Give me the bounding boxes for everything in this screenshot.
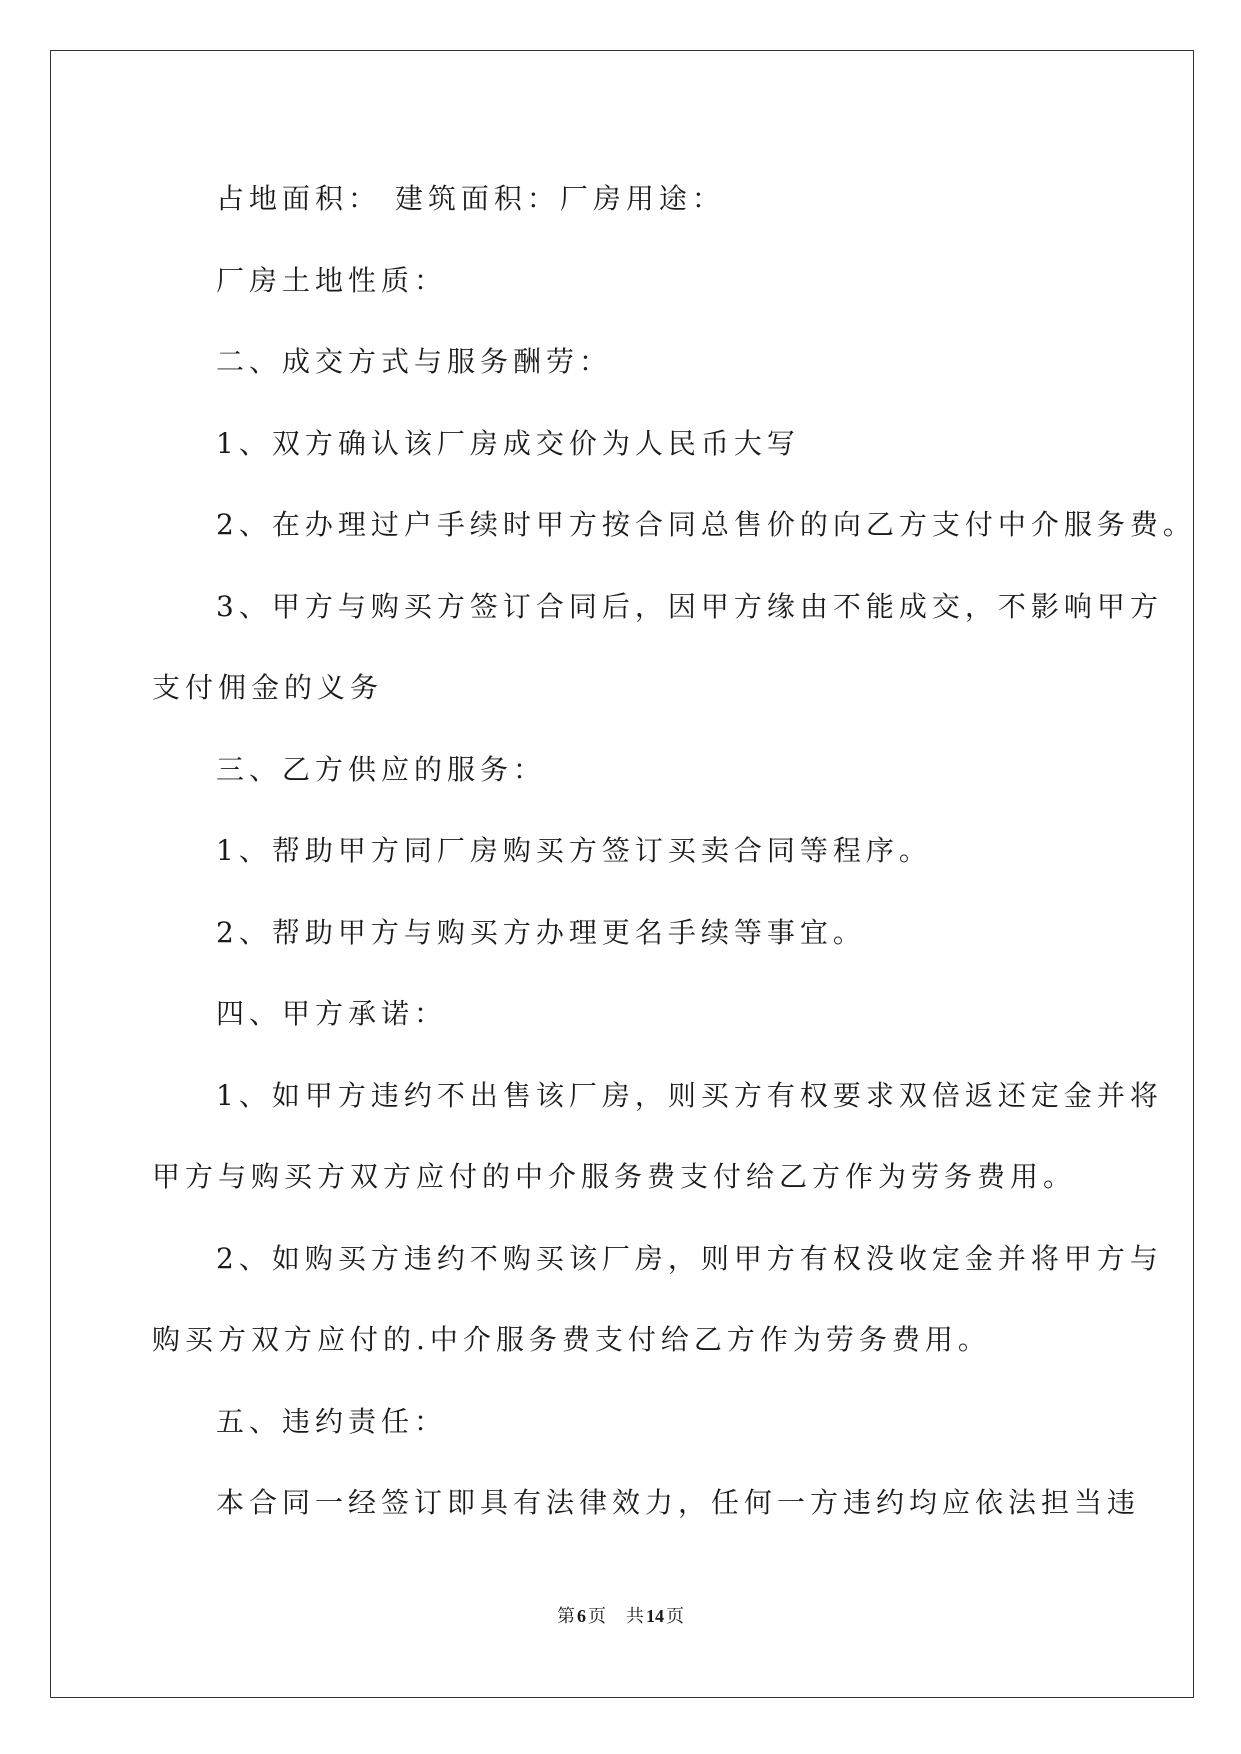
- paragraph-line: 2、如购买方违约不购买该厂房，则甲方有权没收定金并将甲方与: [216, 1241, 1163, 1275]
- paragraph-line: 2、帮助甲方与购买方办理更名手续等事宜。: [216, 915, 866, 949]
- paragraph-line: 本合同一经签订即具有法律效力，任何一方违约均应依法担当违: [216, 1486, 1141, 1519]
- paragraph-line: 1、帮助甲方同厂房购买方签订买卖合同等程序。: [216, 834, 932, 867]
- paragraph-line: 五、违约责任：: [216, 1404, 448, 1438]
- paragraph-line: 厂房土地性质：: [216, 263, 448, 297]
- page-suffix: 页: [588, 1606, 606, 1626]
- paragraph-line: 3、甲方与购买方签订合同后，因甲方缘由不能成交，不影响甲方: [216, 589, 1163, 623]
- paragraph-line: 甲方与购买方双方应付的中介服务费支付给乙方作为劳务费用。: [152, 1160, 1077, 1193]
- page-prefix: 第: [557, 1606, 575, 1626]
- paragraph-line: 二、成交方式与服务酬劳：: [216, 345, 613, 378]
- page-footer: [0, 1602, 1241, 1628]
- paragraph-line: 2、在办理过户手续时甲方按合同总售价的向乙方支付中介服务费。: [216, 508, 1196, 541]
- total-pages: 14: [646, 1606, 664, 1626]
- paragraph-line: 1、如甲方违约不出售该厂房，则买方有权要求双倍返还定金并将: [216, 1078, 1163, 1112]
- paragraph-line: 支付佣金的义务: [152, 671, 384, 704]
- paragraph-line: 四、甲方承诺：: [216, 997, 448, 1030]
- page-number: 6: [577, 1606, 586, 1626]
- paragraph-line: 三、乙方供应的服务：: [216, 752, 547, 786]
- total-suffix: 页: [666, 1606, 684, 1626]
- paragraph-line: 占地面积： 建筑面积：厂房用途：: [216, 182, 725, 215]
- total-prefix: 共: [626, 1606, 644, 1626]
- document-body: [152, 158, 1196, 1544]
- paragraph-line: 1、双方确认该厂房成交价为人民币大写: [216, 426, 800, 460]
- paragraph-line: 购买方双方应付的.中介服务费支付给乙方作为劳务费用。: [152, 1323, 991, 1356]
